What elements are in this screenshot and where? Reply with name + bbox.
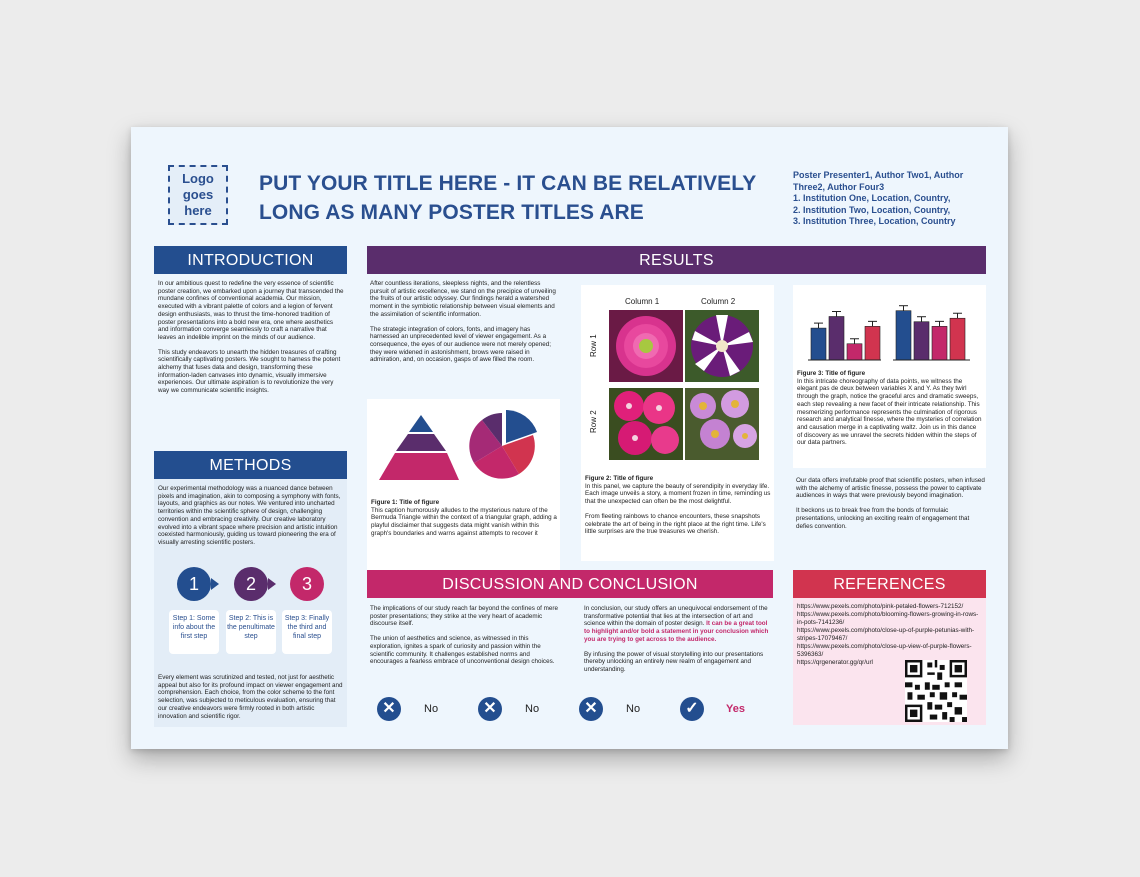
references-panel [793,598,986,725]
figure-3-title: Figure 3: Title of figure [797,370,866,377]
column-2-label: Column 2 [701,297,736,306]
author-list [793,170,983,193]
reference-link[interactable]: https://www.pexels.com/photo/close-up-of-purple-petunias-with-stripes-17079467/ [797,627,975,642]
figure-1-text: This caption humorously alludes to the mysterious nature of the Bermuda Triangle within the context of a triangular graph, adding a playful disclaimer that suggests data might vanish within this graph's boundaries and warns against attempts to recover it [371,506,557,537]
figure-1-title: Figure 1: Title of figure [371,499,440,506]
figure-2-caption [585,475,771,543]
institution-1: 1. Institution One, Location, Country, [793,193,951,203]
discussion-header: DISCUSSION AND CONCLUSION [367,570,773,598]
figure-1-caption [371,499,557,538]
flower-photo-purple-daisies [685,388,759,460]
figure-1-card [367,399,560,584]
author-line: Poster Presenter1, Author Two1, Author Three2, Author Four3 [793,170,964,192]
logo-placeholder [168,165,228,225]
bar [950,318,965,360]
results-col4-paragraph-1: Our data offers irrefutable proof that scientific posters, when infused with the alchemy of artistic finesse, possess the power to captivate audiences in ways that were previously beyond imagination. [796,477,985,500]
poster [131,127,1008,749]
discussion-paragraph-2: The union of aesthetics and science, as witnessed in this exploration, ignites a spark of curiosity and passion within the scientific community. It challenges established norms and encourages a fearless embrace of unconventional design choices. [370,635,555,666]
figure-3-bar-chart [793,285,986,370]
step-2-box: Step 2: This is the penultimate step [226,610,276,654]
methods-header: METHODS [154,451,347,479]
results-conclusion-text [796,477,986,537]
step-3-circle: 3 [290,567,324,601]
bar [847,344,862,360]
institution-3: 3. Institution Three, Location, Country [793,216,956,226]
arrow-icon [211,578,219,590]
choice-4-label: Yes [726,703,745,715]
introduction-text [158,280,344,402]
flower-photo-striped-petunia [685,310,759,382]
pyramid-graphic [379,415,459,480]
arrow-icon [268,578,276,590]
poster-title: PUT YOUR TITLE HERE - IT CAN BE RELATIVELY LONG AS MANY POSTER TITLES ARE [259,172,756,224]
step-1-circle: 1 [177,567,211,601]
choice-1-label: No [424,703,439,715]
conclusion-paragraph-2: By infusing the power of visual storytelling into our presentations thereby unlocking an entirely new realm of engagement and understanding. [584,650,764,673]
discussion-left-text [370,605,560,673]
reference-link[interactable]: https://qrgenerator.gg/qr/url [797,659,873,666]
author-block [793,170,983,228]
bar [865,326,880,360]
bar [829,317,844,361]
logo-text: Logo goes here [182,171,214,218]
introduction-header: INTRODUCTION [154,246,347,274]
results-paragraph-1: After countless iterations, sleepless nights, and the relentless pursuit of artistic excellence, we stand on the precipice of unveiling the fruits of our artistic odyssey. Our findings herald a watershed moment in the symbiotic relationship between visual elements and the assimilation of scientific information. [370,280,556,318]
figure-3-text: In this intricate choreography of data points, we witness the elegant pas de deux between variables X and Y. As they twirl through the graph, notice the graceful arcs and dramatic sweeps, each step revealing a new facet of their intricate relationship. This mesmerizing performance represents the culmination of rigorous research and analytical finesse, where the mysteries of correlation and causation merge in a captivating waltz. Join us in this dance of discovery as we unravel the secrets hidden within the steps of our data partners. [797,377,982,447]
step-3-box: Step 3: Finally the third and final step [282,610,332,654]
flower-photo-pink-cluster [609,388,683,460]
figure-1-graphic [367,399,560,499]
check-icon: ✓ [680,697,704,721]
row-2-label: Row 2 [589,410,598,433]
intro-paragraph-1: In our ambitious quest to redefine the very essence of scientific poster creation, we embarked upon a journey that transcended the mundane confines of conventional academia. Our mission, executed with a vibrant palette of colors and a legion of fervent design enthusiasts, was to thrust the time-honored tradition of poster presentations into a bold new era, one where aesthetics and information converge seamlessly to craft a narrative that leaves an indelible imprint on the minds of our audience. [158,280,344,341]
choice-3-label: No [626,703,641,715]
choice-2-label: No [525,703,540,715]
figure-2-title: Figure 2: Title of figure [585,475,654,482]
results-text [370,280,558,371]
row-1-label: Row 1 [589,334,598,357]
figure-2-text: In this panel, we capture the beauty of serendipity in everyday life. Each image unveils a story, a moment frozen in time, reminding us that the unexpected can often be the most delightful. [585,482,771,506]
x-icon: ✕ [377,697,401,721]
results-col4-paragraph-2: It beckons us to break free from the bonds of formulaic presentations, unlocking an exciting realm of engagement that defies convention. [796,507,970,530]
results-paragraph-2: The strategic integration of colors, fonts, and imagery has harnessed an unprecedented level of viewer engagement. As a consequence, the eyes of our audience were not merely opened; they were widened in astonishment, brows were raised in admiration, and, on occasion, gasps of awe filled the room. [370,325,551,364]
flower-photo-pink-daisy [609,310,683,382]
intro-paragraph-2: This study endeavors to unearth the hidden treasures of crafting scientifically captivating posters. We sought to harness the potent alchemy that fuses data and design, transforming these information-laden canvases into dynamic, visually immersive experiences. Our ultimate aspiration is to revolutionize the very way we communicate scientific insights. [158,348,341,395]
bar [811,328,826,360]
figure-3-caption [797,370,983,447]
reference-link[interactable]: https://www.pexels.com/photo/close-up-view-of-purple-flowers-5396363/ [797,643,972,658]
step-1-box: Step 1: Some info about the first step [169,610,219,654]
x-icon: ✕ [478,697,502,721]
results-header: RESULTS [367,246,986,274]
methods-text-2: Every element was scrutinized and tested, not just for aesthetic appeal but also for its profound impact on viewer engagement and comprehension. Each choice, from the color scheme to the font selection, was subjected to meticulous evaluation, ensuring that our creative endeavors were firmly rooted in both artistic innovation and scientific rigor. [158,674,343,720]
figure-2-paragraph: From fleeting rainbows to chance encounters, these snapshots celebrate the art of being in the right place at the right time. Life's little surprises are the true treasures we cherish. [585,512,766,536]
discussion-right-text [584,605,774,681]
methods-text-1: Our experimental methodology was a nuanced dance between pixels and imagination, akin to composing a symphony with fonts, layouts, and graphics as our notes. We ventured into uncharted territories within the scientific sphere of design, challenging convention and embracing creativity. Our creative laboratory evolved into a vibrant space where precision and artistic intuition coexisted harmoniously, guiding us toward pioneering the era of visually arresting scientific posters. [158,485,341,546]
bar [896,311,911,360]
conclusion-text: In conclusion, our study offers an unequivocal endorsement of the transformative potential that lies at the intersection of art and science within the domain of poster design. [584,605,768,628]
bar [932,326,947,360]
conclusion-paragraph-1 [584,605,774,644]
reference-link[interactable]: https://www.pexels.com/photo/pink-petaled-flowers-712152/ [797,603,964,610]
qr-code [905,660,967,722]
bar [914,322,929,360]
conclusion-highlight: It can be a great tool to highlight and/or bold a statement in your conclusion which you are trying to get across to the audience. [584,620,769,643]
step-2-circle: 2 [234,567,268,601]
references-list [797,603,984,667]
figure-2-card [581,285,774,561]
discussion-paragraph-1: The implications of our study reach far beyond the confines of mere poster presentations; they strike at the very heart of academic discourse itself. [370,605,558,628]
references-header: REFERENCES [793,570,986,598]
pie-graphic [469,410,537,479]
column-1-label: Column 1 [625,297,660,306]
figure-3-card [793,285,986,468]
x-icon: ✕ [579,697,603,721]
reference-link[interactable]: https://www.pexels.com/photo/blooming-flowers-growing-in-rows-in-pots-7141236/ [797,611,979,626]
institution-2: 2. Institution Two, Location, Country, [793,204,951,215]
